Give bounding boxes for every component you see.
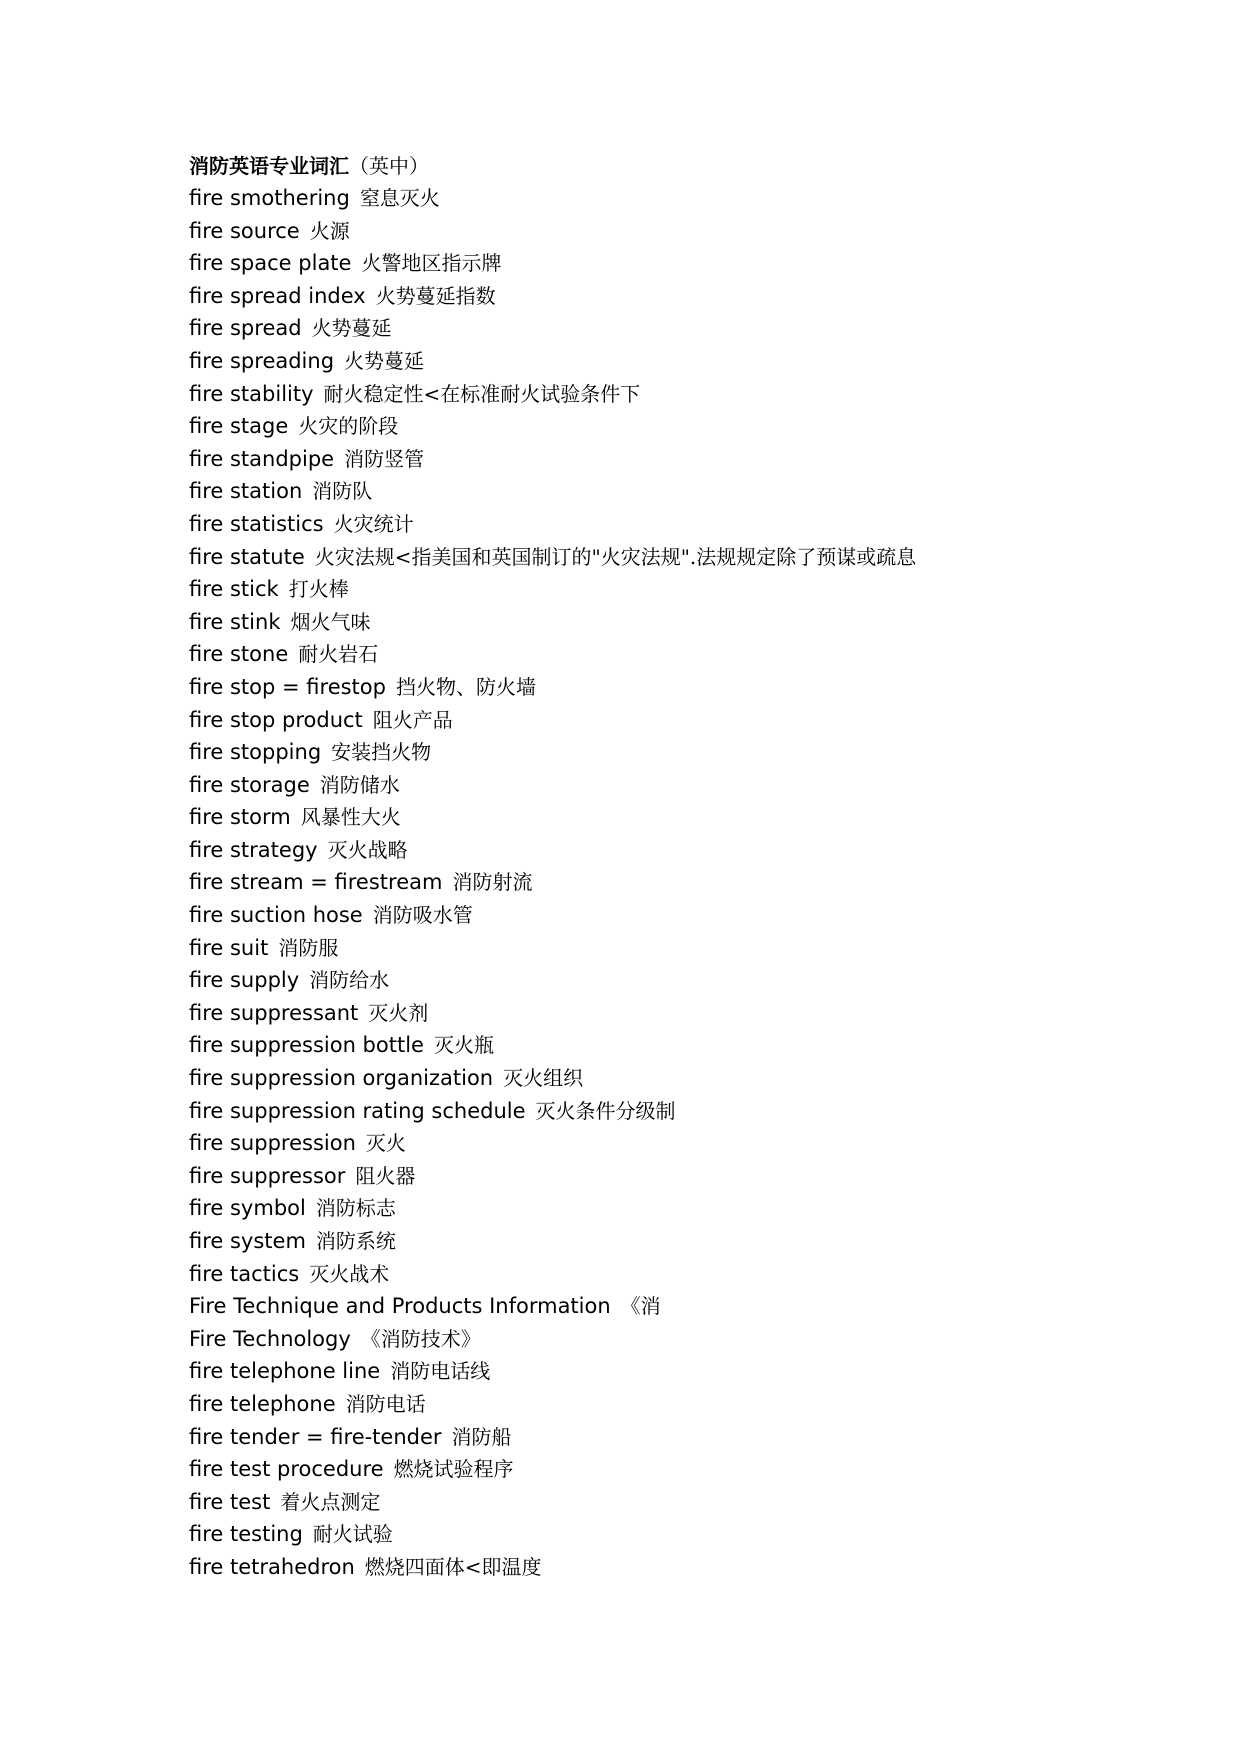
entry-term: fire stick [189, 577, 279, 602]
entry-gloss: 窒息灭火 [359, 186, 440, 210]
glossary-entry [189, 638, 1189, 671]
glossary-entry [189, 997, 1189, 1030]
entry-gloss: 消防队 [312, 479, 373, 504]
entry-term: fire stability [189, 381, 314, 406]
entry-term: fire suppression organization [189, 1066, 494, 1091]
entry-gloss: 打火棒 [288, 577, 349, 602]
entry-term: fire system [189, 1229, 306, 1253]
entry-term: fire smothering [189, 186, 350, 210]
glossary-entry [189, 247, 1189, 280]
glossary-entry [189, 1192, 1189, 1225]
entry-gloss: 消防船 [451, 1424, 512, 1449]
glossary-entry [189, 834, 1189, 867]
entry-gloss: 火势蔓延指数 [375, 283, 496, 308]
glossary-entry [189, 1290, 1189, 1323]
entry-term: fire tender = fire-tender [189, 1424, 442, 1449]
entry-gloss: 火势蔓延 [344, 348, 425, 373]
glossary-entry [189, 704, 1189, 737]
glossary-entry [189, 1225, 1189, 1258]
glossary-entry [189, 475, 1189, 508]
entry-term: fire standpipe [189, 446, 335, 471]
entry-term: fire suppression rating schedule [189, 1098, 526, 1123]
glossary-entry [189, 1388, 1189, 1421]
entry-gloss: 消防给水 [309, 968, 390, 993]
glossary-entry [189, 1160, 1189, 1193]
entry-term: fire storm [189, 805, 291, 830]
entry-gloss: 火源 [309, 218, 350, 243]
entry-gloss: 火警地区指示牌 [361, 251, 502, 276]
glossary-entry [189, 541, 1189, 574]
glossary-entry [189, 671, 1189, 704]
glossary-entry [189, 866, 1189, 899]
entry-gloss: 火灾的阶段 [298, 414, 399, 439]
glossary-entry [189, 1029, 1189, 1062]
entry-term: fire test [189, 1489, 271, 1514]
glossary-entry [189, 345, 1189, 378]
entry-term: fire storage [189, 772, 310, 797]
entry-gloss: 消防服 [278, 935, 339, 960]
glossary-entry [189, 1518, 1189, 1551]
entry-term: fire stop = firestop [189, 674, 386, 699]
glossary-entry [189, 215, 1189, 248]
entry-term: fire test procedure [189, 1457, 384, 1482]
document-title-suffix: （英中） [349, 154, 429, 178]
entry-gloss: 消防吸水管 [372, 903, 473, 928]
entry-term: fire supply [189, 968, 300, 993]
entry-gloss: 消防系统 [315, 1229, 396, 1253]
entry-gloss: 消防射流 [452, 870, 533, 895]
entry-term: fire testing [189, 1522, 303, 1547]
entry-gloss: 挡火物、防火墙 [395, 674, 536, 699]
entry-gloss: 灭火 [365, 1131, 406, 1156]
glossary-entry [189, 736, 1189, 769]
glossary-entry [189, 1551, 1189, 1584]
entry-gloss: 着火点测定 [280, 1489, 381, 1514]
entry-term: fire station [189, 479, 303, 504]
entry-gloss: 消防标志 [315, 1196, 396, 1221]
glossary-entry [189, 1323, 1189, 1356]
entry-gloss: 燃烧试验程序 [393, 1457, 514, 1482]
entry-gloss: 耐火岩石 [298, 642, 379, 667]
entry-gloss: 阻火产品 [372, 707, 453, 732]
glossary-entry [189, 443, 1189, 476]
entry-term: fire suppressant [189, 1000, 359, 1025]
entry-term: fire telephone [189, 1391, 336, 1416]
glossary-entry [189, 312, 1189, 345]
glossary-list [189, 182, 1189, 1584]
entry-gloss: 消防储水 [319, 772, 400, 797]
entry-gloss: 灭火战略 [327, 837, 408, 862]
entry-gloss: 风暴性大火 [300, 805, 401, 830]
entry-gloss: 灭火剂 [368, 1000, 429, 1025]
glossary-entry [189, 1258, 1189, 1291]
glossary-entry [189, 801, 1189, 834]
entry-term: fire source [189, 218, 300, 243]
glossary-entry [189, 280, 1189, 313]
glossary-entry [189, 1127, 1189, 1160]
entry-term: fire telephone line [189, 1359, 381, 1384]
entry-gloss: 耐火稳定性<在标准耐火试验条件下 [323, 381, 641, 406]
entry-term: fire strategy [189, 837, 318, 862]
document-body [189, 150, 1189, 1584]
entry-gloss: 消防竖管 [344, 446, 425, 471]
entry-term: fire spread [189, 316, 302, 341]
entry-term: fire tactics [189, 1261, 300, 1286]
entry-gloss: 耐火试验 [312, 1522, 393, 1547]
entry-term: fire stop product [189, 707, 363, 732]
glossary-entry [189, 410, 1189, 443]
entry-term: fire tetrahedron [189, 1554, 355, 1579]
entry-gloss: 阻火器 [355, 1163, 416, 1188]
glossary-entry [189, 932, 1189, 965]
glossary-entry [189, 899, 1189, 932]
entry-term: fire stream = firestream [189, 870, 443, 895]
entry-term: fire stink [189, 609, 281, 634]
glossary-entry [189, 1095, 1189, 1128]
entry-term: fire suppression bottle [189, 1033, 424, 1058]
glossary-entry [189, 769, 1189, 802]
glossary-entry [189, 1355, 1189, 1388]
entry-gloss: 灭火战术 [309, 1261, 390, 1286]
entry-gloss: 消防电话线 [390, 1359, 491, 1384]
entry-term: Fire Technique and Products Information [189, 1294, 611, 1319]
entry-term: fire spreading [189, 348, 335, 373]
entry-term: Fire Technology [189, 1326, 351, 1351]
glossary-entry [189, 1453, 1189, 1486]
entry-term: fire space plate [189, 251, 352, 276]
glossary-entry [189, 182, 1189, 215]
glossary-entry [189, 573, 1189, 606]
entry-term: fire statistics [189, 511, 324, 536]
entry-gloss: 《消 [620, 1294, 661, 1319]
glossary-entry [189, 606, 1189, 639]
entry-term: fire spread index [189, 283, 366, 308]
glossary-entry [189, 964, 1189, 997]
entry-gloss: 安装挡火物 [331, 740, 432, 765]
entry-gloss: 《消防技术》 [360, 1326, 481, 1351]
entry-gloss: 火势蔓延 [311, 316, 392, 341]
entry-term: fire stone [189, 642, 289, 667]
document-title-main: 消防英语专业词汇 [189, 154, 349, 178]
entry-gloss: 灭火瓶 [433, 1033, 494, 1058]
entry-term: fire symbol [189, 1196, 306, 1221]
entry-gloss: 灭火组织 [503, 1066, 584, 1091]
entry-gloss: 消防电话 [345, 1391, 426, 1416]
entry-gloss: 火灾法规<指美国和英国制订的"火灾法规".法规规定除了预谋或疏息 [314, 544, 917, 569]
glossary-entry [189, 1486, 1189, 1519]
glossary-entry [189, 1062, 1189, 1095]
entry-term: fire stopping [189, 740, 322, 765]
entry-term: fire suction hose [189, 903, 363, 928]
entry-gloss: 火灾统计 [333, 511, 414, 536]
glossary-entry [189, 508, 1189, 541]
entry-term: fire stage [189, 414, 289, 439]
entry-gloss: 燃烧四面体<即温度 [364, 1554, 542, 1579]
glossary-entry [189, 378, 1189, 411]
entry-term: fire suit [189, 935, 269, 960]
entry-term: fire suppression [189, 1131, 356, 1156]
entry-gloss: 灭火条件分级制 [535, 1098, 676, 1123]
entry-term: fire suppressor [189, 1163, 346, 1188]
glossary-entry [189, 1421, 1189, 1454]
entry-gloss: 烟火气味 [290, 609, 371, 634]
document-title [189, 150, 1189, 182]
entry-term: fire statute [189, 544, 305, 569]
